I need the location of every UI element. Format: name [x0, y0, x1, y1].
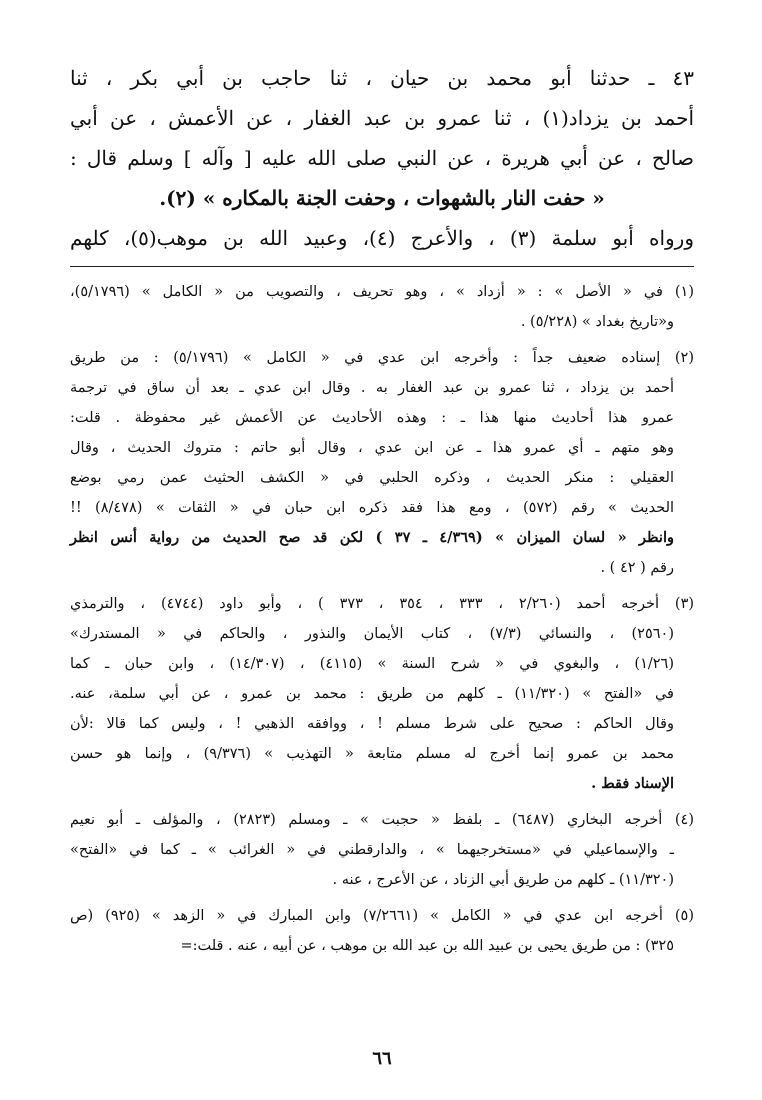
- footnote-line: رقم ( ٤٢ ) .: [600, 560, 674, 576]
- book-page: [70, 58, 694, 1078]
- main-line: ورواه أبو سلمة (٣) ، والأعرج (٤)، وعبيد الله بن موهب(٥)، كلهم: [70, 226, 694, 250]
- footnote-line: (٢) إسناده ضعيف جداً : وأخرجه ابن عدي في « الكامل » (٥/١٧٩٦) : من طريق: [70, 350, 695, 366]
- footnote-line: (١١/٣٢٠) ـ كلهم من طريق أبي الزناد ، عن الأعرج ، عنه .: [332, 872, 674, 888]
- footnote-line: (٢٥٦٠) ، والنسائي (٧/٣) ، كتاب الأيمان والنذور ، والحاكم في « المستدرك»: [70, 626, 674, 642]
- footnote-line: ـ والإسماعيلي في «مستخرجيهما » ، والدارقطني في « الغرائب » ـ كما في «الفتح»: [70, 842, 674, 858]
- footnote-line: وهو متهم ـ أي عمرو هذا ـ عن ابن عدي ، وقال أبو حاتم : متروك الحديث ، وقال: [70, 440, 674, 456]
- main-line: أحمد بن يزداد(١) ، ثنا عمرو بن عبد الغفار ، عن الأعمش ، عن أبي: [70, 106, 694, 130]
- footnote-line: الحديث » رقم (٥٧٢) ، ومع هذا فقد ذكره ابن حبان في « الثقات » (٨/٤٧٨) !!: [70, 500, 675, 516]
- footnote-2: [70, 343, 694, 583]
- main-line: صالح ، عن أبي هريرة ، عن النبي صلى الله عليه [ وآله ] وسلم قال :: [70, 146, 694, 170]
- footnote-3: [70, 589, 694, 799]
- footnote-line: (٤) أخرجه البخاري (٦٤٨٧) ـ بلفظ « حجبت » ـ ومسلم (٢٨٢٣) ، والمؤلف ـ أبو نعيم: [70, 812, 694, 828]
- footnote-line: (١/٢٦) ، والبغوي في « شرح السنة » (٤١١٥) ، (١٤/٣٠٧) ، وابن حبان ـ كما: [70, 656, 674, 672]
- hadith-text: « حفت النار بالشهوات ، وحفت الجنة بالمكاره » (٢).: [159, 186, 605, 210]
- footnote-line: (٣) أخرجه أحمد (٢/٢٦٠ ، ٣٣٣ ، ٣٥٤ ، ٣٧٣ ) ، وأبو داود (٤٧٤٤) ، والترمذي: [70, 596, 695, 612]
- footnote-line: وانظر « لسان الميزان » (٤/٣٦٩ ـ ٣٧ ) لكن قد صح الحديث من رواية أنس انظر: [70, 529, 674, 546]
- footnote-line: محمد بن عمرو إنما أخرج له مسلم متابعة « التهذيب » (٩/٣٧٦) ، وإنما هو حسن: [70, 746, 675, 762]
- footnote-line: الإسناد فقط .: [591, 775, 674, 792]
- footnote-line: أحمد بن يزداد ، ثنا عمرو بن عبد الغفار به . وقال ابن عدي ـ بعد أن ساق في ترجمة: [70, 380, 674, 396]
- footnote-line: (٥) أخرجه ابن عدي في « الكامل » (٧/٢٦٦١) وابن المبارك في « الزهد » (٩٢٥) (ص: [70, 908, 694, 924]
- page-number: ٦٦: [372, 1048, 392, 1069]
- footnote-line: في «الفتح » (١١/٣٢٠) ـ كلهم من طريق : محمد بن عمرو ، عن أبي سلمة، عنه.: [70, 686, 674, 702]
- footnote-5: [70, 901, 694, 961]
- main-line: ٤٣ ـ حدثنا أبو محمد بن حيان ، ثنا حاجب بن أبي بكر ، ثنا: [70, 66, 694, 90]
- footnote-divider: [70, 266, 694, 267]
- footnote-line: العقيلي : منكر الحديث ، وذكره الحلبي في « الكشف الحثيث عمن رمي بوضع: [70, 470, 674, 486]
- footnote-line: ٣٢٥) : من طريق يحيى بن عبيد الله بن عبد الله بن موهب ، عن أبيه ، عنه . قلت:=: [180, 938, 674, 954]
- main-text: [70, 58, 694, 258]
- footnote-line: و«تاريخ بغداد » (٥/٢٢٨) .: [520, 314, 674, 330]
- footnote-line: وقال الحاكم : صحيح على شرط مسلم ! ، ووافقه الذهبي ! ، وليس كما قالا :لأن: [70, 716, 674, 732]
- footnote-4: [70, 805, 694, 895]
- footnote-line: عمرو هذا أحاديث منها هذا ـ : وهذه الأحاديث عن الأعمش غير محفوظة . قلت:: [70, 410, 674, 426]
- footnote-line: (١) في « الأصل » : « أزداد » ، وهو تحريف ، والتصويب من « الكامل » (٥/١٧٩٦)،: [70, 284, 694, 300]
- footnote-1: [70, 277, 694, 337]
